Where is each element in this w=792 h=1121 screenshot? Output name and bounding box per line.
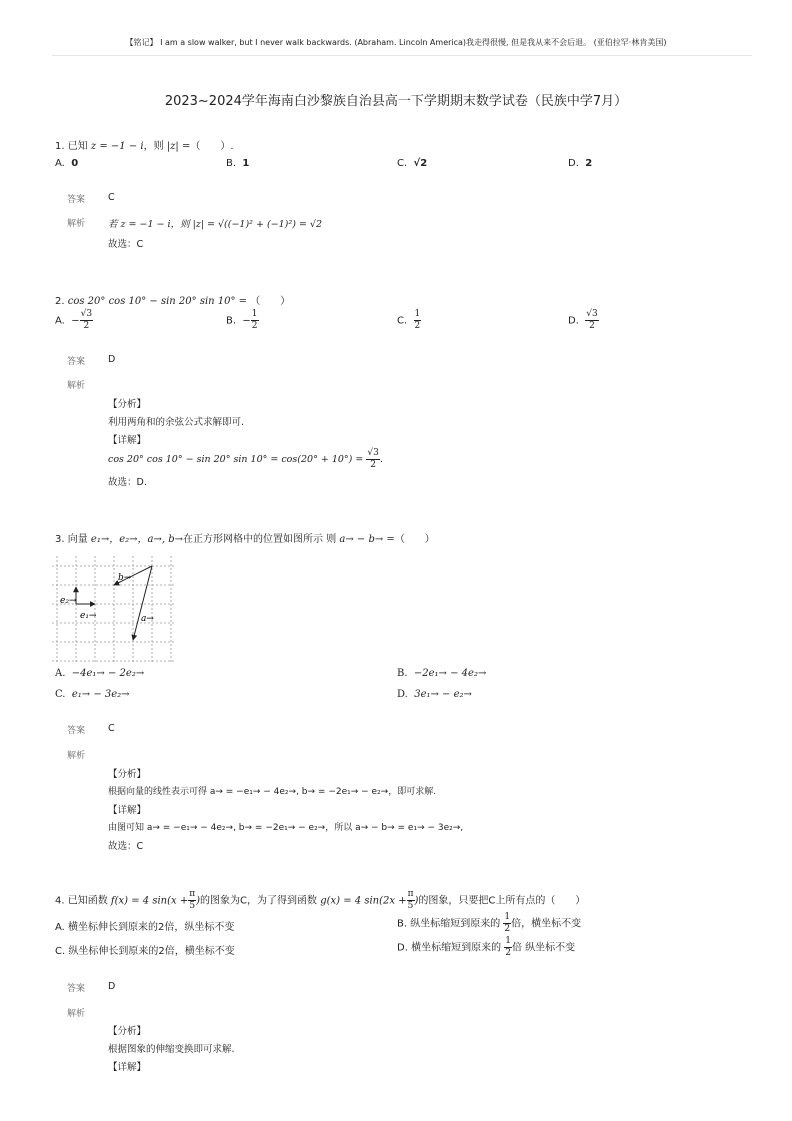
q1-explain-line1: 若 z = −1 − i，则 |z| = √((−1)² + (−1)²) = √2: [108, 219, 323, 230]
label-b: b→: [118, 573, 132, 583]
option-key: D.: [568, 315, 579, 327]
q2-answer: D: [108, 354, 116, 365]
q2-detail-label: 【详解】: [108, 435, 147, 446]
q1-option-b[interactable]: [226, 158, 249, 169]
option-sign: −: [242, 315, 251, 327]
q3-math: e₁→，e₂→，a→, b→: [90, 534, 184, 545]
q4-answer: D: [108, 981, 116, 992]
q4-option-d[interactable]: [397, 936, 575, 959]
option-text: 倍，横坐标不变: [511, 918, 582, 930]
fraction-denominator: 2: [370, 460, 376, 470]
fraction-numerator: √3: [367, 448, 379, 458]
q2-fenxi-text: 利用两角和的余弦公式求解即可.: [108, 417, 245, 428]
fraction-denominator: 2: [589, 321, 595, 331]
q1-option-a[interactable]: [55, 158, 78, 169]
q2-detail-math: [108, 448, 383, 471]
q2-option-b[interactable]: [226, 309, 259, 332]
q4-math1-end: ): [196, 895, 201, 907]
q4-frac2: [407, 889, 415, 912]
q3-fenxi-text: 根据向量的线性表示可得 a→ = −e₁→ − 4e₂→, b→ = −2e₁→ − e₂→，即可求解.: [108, 787, 437, 797]
question-4-stem: [55, 889, 585, 912]
option-value: −2e₁→ − 4e₂→: [413, 668, 487, 679]
q2-option-c[interactable]: [397, 309, 421, 332]
q2-detail-end: .: [379, 454, 383, 465]
q4-mid: 的图象为C，为了得到函数: [200, 895, 318, 907]
fraction-numerator: √3: [586, 309, 598, 319]
option-key: A.: [55, 922, 65, 933]
q3-fenxi-label: 【分析】: [108, 769, 147, 780]
fraction-numerator: 1: [414, 309, 421, 319]
fraction-numerator: π: [189, 889, 196, 899]
option-key: A.: [55, 315, 65, 327]
option-key: A.: [55, 158, 65, 169]
label-e2: e₂→: [60, 596, 77, 606]
fraction-numerator: 1: [504, 912, 511, 922]
q2-math: cos 20° cos 10° − sin 20° sin 10° =: [67, 296, 248, 307]
q2-conclusion: 故选：D.: [108, 477, 147, 488]
q3-answer-label: 答案: [67, 726, 86, 736]
option-value: 2: [585, 158, 593, 169]
option-fraction: [585, 309, 598, 332]
q2-detail-fraction: [366, 448, 379, 471]
q3-option-a[interactable]: [55, 668, 144, 679]
q4-detail-label: 【详解】: [108, 1062, 147, 1073]
fraction-numerator: 1: [251, 309, 258, 319]
fraction-numerator: 1: [505, 936, 511, 946]
q4-option-b[interactable]: [397, 912, 581, 935]
label-e1: e₁→: [80, 611, 97, 621]
option-value: 0: [71, 158, 79, 169]
q1-math: z = −1 − i: [90, 141, 144, 152]
question-2-stem: [55, 292, 290, 307]
q3-analysis-label: 解析: [67, 751, 86, 761]
vector-grid-figure: [52, 556, 174, 664]
q2-answer-label: 答案: [67, 357, 86, 367]
q1-prefix: 1. 已知: [55, 141, 88, 152]
q1-option-c[interactable]: [397, 158, 427, 169]
q1-explain-line2: 故选：C: [108, 239, 144, 250]
q4-math1: f(x) = 4 sin(x +: [110, 895, 189, 907]
option-text: 横坐标伸长到原来的2倍，纵坐标不变: [68, 922, 235, 933]
q3-conclusion: 故选：C: [108, 841, 144, 852]
grid-lines: [52, 556, 174, 664]
option-value: √2: [413, 158, 428, 169]
option-fraction: [504, 936, 512, 959]
fraction-denominator: 2: [251, 321, 258, 331]
option-value: 3e₁→ − e₂→: [414, 689, 472, 700]
vector-a-arrow: [133, 566, 152, 640]
fraction-denominator: 2: [83, 321, 90, 331]
q2-option-d[interactable]: [568, 309, 599, 332]
option-key: C.: [397, 158, 408, 169]
fraction-denominator: 2: [504, 924, 511, 934]
option-text: 倍 纵坐标不变: [512, 942, 576, 954]
q4-math2-end: ): [414, 895, 419, 907]
q4-analysis-label: 解析: [67, 1009, 86, 1019]
q1-math2: |z| =: [166, 141, 191, 152]
fraction-denominator: 2: [414, 321, 421, 331]
q1-answer-label: 答案: [67, 195, 86, 205]
q4-option-a[interactable]: [55, 918, 234, 933]
q3-option-b[interactable]: [397, 668, 486, 679]
q3-suffix: （ ）: [394, 534, 435, 545]
option-key: D.: [397, 689, 408, 700]
option-value: −4e₁→ − 2e₂→: [71, 668, 145, 679]
page-title: 2023~2024学年海南白沙黎族自治县高一下学期期末数学试卷（民族中学7月）: [164, 94, 628, 109]
q4-prefix: 4. 已知函数: [55, 895, 108, 907]
option-key: A.: [55, 668, 66, 679]
option-fraction: [80, 309, 93, 332]
q4-fenxi-label: 【分析】: [108, 1026, 147, 1037]
q1-answer: C: [108, 192, 115, 203]
q1-option-d[interactable]: [568, 158, 592, 169]
q1-mid: ，则: [143, 141, 164, 152]
option-key: D.: [568, 158, 579, 169]
question-1-stem: [55, 137, 234, 152]
option-key: C.: [55, 946, 66, 957]
q2-prefix: 2.: [55, 296, 65, 307]
option-key: B.: [226, 158, 237, 169]
question-3-stem: [55, 530, 435, 545]
option-value: e₁→ − 3e₂→: [71, 689, 130, 700]
page-header-motto: 【铭记】 I am a slow walker, but I never walk backwards. (Abraham. Lincoln America)我走得很慢, 但是我从来不会后退。 (亚伯拉罕·林肯美国): [125, 38, 667, 47]
q4-suffix: 的图象，只要把C上所有点的（ ）: [418, 895, 586, 907]
q4-option-c[interactable]: [55, 942, 235, 957]
option-fraction: [251, 309, 259, 332]
q2-fenxi-label: 【分析】: [108, 399, 147, 410]
label-a: a→: [141, 614, 154, 624]
q2-suffix: （ ）: [250, 296, 291, 307]
q3-detail-label: 【详解】: [108, 805, 147, 816]
fraction-numerator: π: [407, 889, 414, 899]
fraction-denominator: 5: [407, 901, 414, 911]
option-text: 横坐标缩短到原来的: [411, 942, 502, 954]
option-fraction: [503, 912, 511, 935]
option-fraction: [414, 309, 422, 332]
q4-frac1: [188, 889, 196, 912]
option-key: B.: [226, 315, 237, 327]
q4-answer-label: 答案: [67, 984, 86, 994]
q4-math2: g(x) = 4 sin(2x +: [320, 895, 407, 907]
fraction-numerator: √3: [80, 309, 93, 319]
option-key: D.: [397, 942, 408, 954]
q3-math2: a→ − b→ =: [339, 534, 395, 545]
q2-detail-expr: cos 20° cos 10° − sin 20° sin 10° = cos(20° + 10°) =: [108, 454, 364, 465]
q4-fenxi-text: 根据图象的伸缩变换即可求解.: [108, 1044, 235, 1055]
option-key: C.: [55, 689, 66, 700]
option-key: B.: [397, 668, 408, 679]
q3-option-c[interactable]: [55, 689, 130, 700]
q3-detail-text: 由图可知 a→ = −e₁→ − 4e₂→, b→ = −2e₁→ − e₂→，所以 a→ − b→ = e₁→ − 3e₂→,: [108, 823, 464, 833]
q3-mid: 在正方形网格中的位置如图所示 则: [183, 534, 337, 545]
q1-suffix: （ ）.: [190, 141, 234, 152]
q3-option-d[interactable]: [397, 689, 472, 700]
option-sign: −: [71, 315, 80, 327]
option-key: C.: [397, 315, 408, 327]
fraction-denominator: 2: [505, 948, 511, 958]
q2-analysis-label: 解析: [67, 381, 86, 391]
q2-option-a[interactable]: [55, 309, 93, 332]
option-value: 1: [242, 158, 250, 169]
option-key: B.: [397, 918, 408, 930]
option-text: 纵坐标缩短到原来的: [410, 918, 501, 930]
q1-analysis-label: 解析: [67, 219, 86, 229]
option-text: 纵坐标伸长到原来的2倍，横坐标不变: [68, 946, 235, 957]
q3-answer: C: [108, 723, 115, 734]
fraction-denominator: 5: [189, 901, 196, 911]
header-divider: [52, 55, 752, 56]
q3-prefix: 3. 向量: [55, 534, 88, 545]
